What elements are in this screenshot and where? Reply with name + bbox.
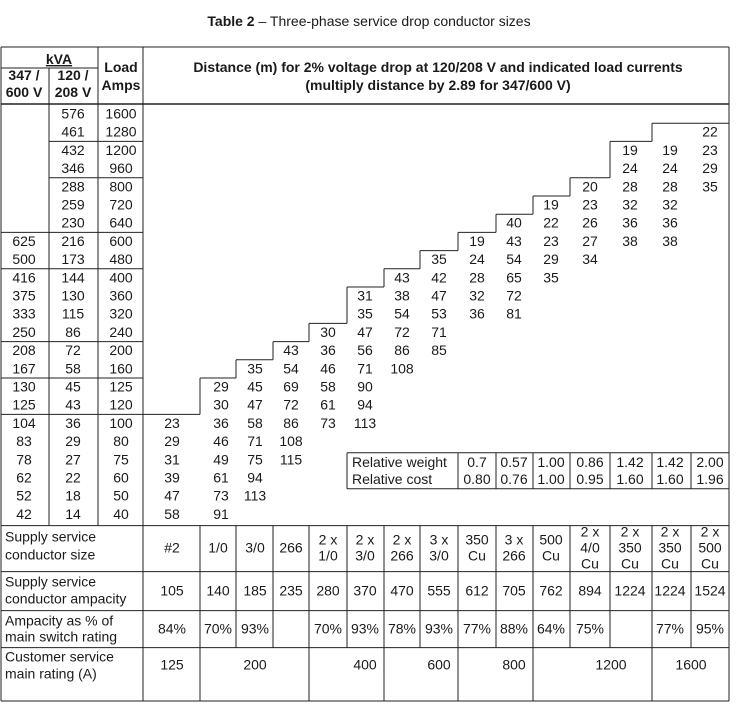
distance-cell: 85	[431, 342, 447, 359]
load-amps-cell: 125	[109, 378, 133, 395]
distance-cell: 35	[543, 269, 559, 286]
relative-cost-value: 0.76	[500, 470, 528, 487]
distance-cell: 86	[394, 342, 410, 359]
kva-120-cell: 461	[61, 123, 85, 140]
percent-cell: 93%	[350, 620, 380, 637]
ampacity-cell: 894	[578, 582, 602, 599]
ampacity-cell: 185	[243, 582, 267, 599]
percent-cell: 78%	[387, 620, 417, 637]
distance-cell: 108	[279, 433, 303, 450]
distance-cell: 65	[506, 269, 522, 286]
distance-cell: 61	[213, 469, 229, 486]
distance-cell: 58	[164, 505, 180, 522]
table-body	[5, 106, 726, 682]
conductor-size-cell: 350	[465, 531, 489, 548]
kva-347-cell: 625	[12, 232, 36, 249]
header-distance-line2: (multiply distance by 2.89 for 347/600 V)	[305, 77, 571, 93]
main-rating-cell: 200	[243, 656, 267, 673]
distance-cell: 35	[702, 178, 718, 195]
distance-cell: 19	[543, 196, 559, 213]
distance-cell: 28	[662, 178, 678, 195]
distance-cell: 43	[394, 269, 410, 286]
distance-cell: 75	[247, 451, 263, 468]
percent-cell: 70%	[203, 620, 233, 637]
relative-weight-value: 1.42	[616, 453, 644, 470]
relative-cost-value: 1.60	[616, 470, 644, 487]
relative-weight-value: 0.86	[576, 453, 604, 470]
caption-text: – Three-phase service drop conductor sizes	[254, 13, 531, 29]
distance-cell: 73	[320, 414, 336, 431]
distance-cell: 94	[247, 469, 263, 486]
ampacity-cell: 762	[539, 582, 563, 599]
kva-120-cell: 58	[65, 360, 81, 377]
percent-cell: 95%	[695, 620, 725, 637]
ampacity-label-line1: Supply service	[5, 573, 97, 590]
conductor-size-cell: Cu	[468, 547, 486, 564]
distance-cell: 39	[164, 469, 180, 486]
size-label-line1: Supply service	[5, 528, 97, 545]
header-load-line1: Load	[104, 59, 138, 75]
load-amps-cell: 240	[109, 323, 133, 340]
distance-cell: 27	[582, 232, 598, 249]
table-header	[6, 51, 683, 100]
percent-cell: 84%	[157, 620, 187, 637]
percent-cell: 64%	[536, 620, 566, 637]
main-label-line1: Customer service	[5, 648, 114, 665]
kva-120-cell: 130	[61, 287, 85, 304]
distance-cell: 24	[469, 251, 485, 268]
conductor-size-cell: 3 x	[429, 531, 449, 548]
kva-347-cell: 42	[16, 505, 32, 522]
distance-cell: 71	[247, 433, 263, 450]
kva-120-cell: 173	[61, 251, 85, 268]
conductor-size-cell: 2 x	[700, 523, 720, 540]
kva-347-cell: 250	[12, 323, 36, 340]
distance-cell: 94	[357, 396, 373, 413]
distance-cell: 43	[283, 342, 299, 359]
ampacity-cell: 1524	[694, 582, 726, 599]
caption-number: Table 2	[207, 13, 255, 29]
load-amps-cell: 360	[109, 287, 133, 304]
distance-cell: 34	[582, 251, 598, 268]
load-amps-cell: 320	[109, 305, 133, 322]
load-amps-cell: 80	[113, 433, 129, 450]
header-load-line2: Amps	[101, 77, 141, 93]
header-120-line1: 120 /	[57, 67, 89, 83]
relative-weight-value: 0.57	[500, 453, 528, 470]
conductor-size-cell: #2	[164, 539, 180, 556]
load-amps-cell: 800	[109, 178, 133, 195]
kva-120-cell: 216	[61, 232, 85, 249]
conductor-size-cell: 266	[502, 547, 526, 564]
distance-cell: 29	[164, 433, 180, 450]
distance-cell: 53	[431, 305, 447, 322]
kva-120-cell: 288	[61, 178, 85, 195]
header-distance-line1: Distance (m) for 2% voltage drop at 120/208 V and indicated load currents	[193, 59, 683, 75]
kva-347-cell: 375	[12, 287, 36, 304]
conductor-size-cell: 1/0	[208, 539, 228, 556]
distance-cell: 29	[213, 378, 229, 395]
ampacity-cell: 470	[390, 582, 414, 599]
distance-cell: 72	[394, 323, 410, 340]
distance-cell: 71	[357, 360, 373, 377]
load-amps-cell: 120	[109, 396, 133, 413]
distance-cell: 71	[431, 323, 447, 340]
load-amps-cell: 600	[109, 232, 133, 249]
distance-cell: 38	[622, 232, 638, 249]
load-amps-cell: 480	[109, 251, 133, 268]
header-120-line2: 208 V	[54, 84, 92, 100]
ampacity-label-line2: conductor ampacity	[5, 590, 127, 607]
distance-cell: 36	[469, 305, 485, 322]
relative-cost-value: 0.95	[576, 470, 604, 487]
distance-cell: 36	[320, 342, 336, 359]
kva-347-cell: 62	[16, 469, 32, 486]
distance-cell: 47	[431, 287, 447, 304]
distance-cell: 54	[283, 360, 299, 377]
kva-header: kVA	[45, 51, 73, 67]
distance-cell: 24	[662, 160, 678, 177]
distance-cell: 73	[213, 487, 229, 504]
conductor-size-cell: 2 x	[318, 531, 338, 548]
distance-cell: 31	[357, 287, 373, 304]
conductor-size-cell: 2 x	[355, 531, 375, 548]
conductor-size-cell: 2 x	[392, 531, 412, 548]
kva-120-cell: 346	[61, 160, 85, 177]
distance-cell: 54	[506, 251, 522, 268]
distance-cell: 28	[622, 178, 638, 195]
distance-cell: 61	[320, 396, 336, 413]
distance-cell: 90	[357, 378, 373, 395]
distance-cell: 69	[283, 378, 299, 395]
kva-347-cell: 416	[12, 269, 36, 286]
distance-cell: 45	[247, 378, 263, 395]
kva-347-cell: 83	[16, 433, 32, 450]
percent-cell: 93%	[240, 620, 270, 637]
distance-cell: 56	[357, 342, 373, 359]
distance-cell: 36	[622, 214, 638, 231]
kva-347-cell: 78	[16, 451, 32, 468]
distance-cell: 46	[320, 360, 336, 377]
relative-weight-value: 1.42	[656, 453, 684, 470]
distance-cell: 35	[247, 360, 263, 377]
distance-cell: 19	[469, 232, 485, 249]
distance-cell: 22	[702, 123, 718, 140]
relative-weight-value: 2.00	[696, 453, 724, 470]
conductor-size-cell: 4/0	[580, 539, 600, 556]
distance-cell: 43	[506, 232, 522, 249]
conductor-size-cell: 500	[539, 531, 563, 548]
ampacity-cell: 370	[353, 582, 377, 599]
main-rating-cell: 600	[427, 656, 451, 673]
kva-120-cell: 432	[61, 141, 85, 158]
kva-120-cell: 259	[61, 196, 85, 213]
distance-cell: 29	[543, 251, 559, 268]
kva-120-cell: 27	[65, 451, 81, 468]
percent-label-line2: main switch rating	[5, 628, 118, 645]
conductor-size-cell: 266	[279, 539, 303, 556]
distance-cell: 72	[506, 287, 522, 304]
main-rating-cell: 125	[160, 656, 184, 673]
ampacity-cell: 555	[427, 582, 451, 599]
relative-cost-value: 0.80	[463, 470, 491, 487]
distance-cell: 54	[394, 305, 410, 322]
distance-cell: 31	[164, 451, 180, 468]
kva-120-cell: 576	[61, 105, 85, 122]
kva-120-cell: 43	[65, 396, 81, 413]
distance-cell: 35	[357, 305, 373, 322]
main-rating-cell: 1600	[675, 656, 707, 673]
distance-cell: 113	[353, 414, 377, 431]
distance-cell: 20	[582, 178, 598, 195]
kva-347-cell: 52	[16, 487, 32, 504]
conductor-size-cell: 266	[390, 547, 414, 564]
distance-cell: 30	[213, 396, 229, 413]
conductor-size-cell: Cu	[701, 555, 719, 572]
relative-cost-value: 1.00	[537, 470, 565, 487]
load-amps-cell: 100	[109, 414, 133, 431]
distance-cell: 24	[622, 160, 638, 177]
load-amps-cell: 40	[113, 505, 129, 522]
kva-347-cell: 104	[12, 414, 36, 431]
load-amps-cell: 1200	[105, 141, 137, 158]
percent-cell: 88%	[499, 620, 529, 637]
conductor-size-cell: Cu	[581, 555, 599, 572]
percent-label-line1: Ampacity as % of	[5, 612, 114, 629]
main-rating-cell: 400	[353, 656, 377, 673]
main-rating-cell: 800	[502, 656, 526, 673]
ampacity-cell: 1224	[654, 582, 686, 599]
conductor-size-cell: Cu	[621, 555, 639, 572]
relative-cost-value: 1.60	[656, 470, 684, 487]
conductor-size-cell: Cu	[661, 555, 679, 572]
kva-120-cell: 45	[65, 378, 81, 395]
percent-cell: 77%	[655, 620, 685, 637]
kva-120-cell: 14	[65, 505, 81, 522]
kva-120-cell: 18	[65, 487, 81, 504]
kva-347-cell: 333	[12, 305, 36, 322]
load-amps-cell: 960	[109, 160, 133, 177]
kva-120-cell: 144	[61, 269, 85, 286]
distance-cell: 108	[390, 360, 414, 377]
distance-cell: 91	[213, 505, 229, 522]
relative-cost-value: 1.96	[696, 470, 724, 487]
distance-cell: 19	[622, 141, 638, 158]
distance-cell: 58	[247, 414, 263, 431]
distance-cell: 86	[283, 414, 299, 431]
main-label-line2: main rating (A)	[5, 665, 97, 682]
kva-120-cell: 72	[65, 342, 81, 359]
distance-cell: 38	[662, 232, 678, 249]
ampacity-cell: 1224	[614, 582, 646, 599]
kva-347-cell: 500	[12, 251, 36, 268]
kva-120-cell: 230	[61, 214, 85, 231]
conductor-size-cell: 1/0	[318, 547, 338, 564]
distance-cell: 32	[622, 196, 638, 213]
distance-cell: 47	[357, 323, 373, 340]
relative-weight-value: 1.00	[537, 453, 565, 470]
conductor-size-cell: 2 x	[620, 523, 640, 540]
load-amps-cell: 75	[113, 451, 129, 468]
ampacity-cell: 280	[316, 582, 340, 599]
load-amps-cell: 160	[109, 360, 133, 377]
distance-cell: 30	[320, 323, 336, 340]
kva-120-cell: 22	[65, 469, 81, 486]
kva-347-cell: 208	[12, 342, 36, 359]
distance-cell: 28	[469, 269, 485, 286]
conductor-size-cell: Cu	[542, 547, 560, 564]
distance-cell: 32	[662, 196, 678, 213]
size-label-line2: conductor size	[5, 546, 96, 563]
conductor-size-cell: 3 x	[504, 531, 524, 548]
distance-cell: 81	[506, 305, 522, 322]
percent-cell: 70%	[313, 620, 343, 637]
kva-347-cell: 167	[12, 360, 36, 377]
load-amps-cell: 200	[109, 342, 133, 359]
relative-weight-label: Relative weight	[352, 453, 447, 470]
load-amps-cell: 1600	[105, 105, 137, 122]
conductor-size-cell: 350	[658, 539, 682, 556]
distance-cell: 47	[247, 396, 263, 413]
distance-cell: 22	[543, 214, 559, 231]
distance-cell: 29	[702, 160, 718, 177]
distance-cell: 38	[394, 287, 410, 304]
conductor-size-cell: 3/0	[245, 539, 265, 556]
load-amps-cell: 400	[109, 269, 133, 286]
ampacity-cell: 105	[160, 582, 184, 599]
load-amps-cell: 50	[113, 487, 129, 504]
percent-cell: 77%	[462, 620, 492, 637]
conductor-size-cell: 3/0	[429, 547, 449, 564]
distance-cell: 26	[582, 214, 598, 231]
distance-cell: 40	[506, 214, 522, 231]
ampacity-cell: 612	[465, 582, 489, 599]
kva-347-cell: 125	[12, 396, 36, 413]
distance-cell: 36	[213, 414, 229, 431]
conductor-size-cell: 3/0	[355, 547, 375, 564]
percent-cell: 93%	[424, 620, 454, 637]
distance-cell: 46	[213, 433, 229, 450]
distance-cell: 42	[431, 269, 447, 286]
ampacity-cell: 235	[279, 582, 303, 599]
conductor-size-cell: 350	[618, 539, 642, 556]
load-amps-cell: 720	[109, 196, 133, 213]
load-amps-cell: 640	[109, 214, 133, 231]
relative-weight-value: 0.7	[467, 453, 487, 470]
ampacity-cell: 140	[206, 582, 230, 599]
distance-cell: 58	[320, 378, 336, 395]
distance-cell: 113	[243, 487, 267, 504]
distance-cell: 23	[702, 141, 718, 158]
load-amps-cell: 1280	[105, 123, 137, 140]
conductor-size-cell: 2 x	[580, 523, 600, 540]
kva-120-cell: 29	[65, 433, 81, 450]
distance-cell: 47	[164, 487, 180, 504]
ampacity-cell: 705	[502, 582, 526, 599]
kva-120-cell: 115	[61, 305, 85, 322]
distance-cell: 19	[662, 141, 678, 158]
distance-cell: 115	[279, 451, 303, 468]
relative-cost-label: Relative cost	[352, 470, 433, 487]
distance-cell: 32	[469, 287, 485, 304]
distance-cell: 23	[543, 232, 559, 249]
header-347-line1: 347 /	[8, 67, 40, 83]
distance-cell: 23	[164, 414, 180, 431]
percent-cell: 75%	[575, 620, 605, 637]
conductor-size-cell: 2 x	[660, 523, 680, 540]
distance-cell: 49	[213, 451, 229, 468]
header-347-line2: 600 V	[5, 84, 43, 100]
kva-120-cell: 86	[65, 323, 81, 340]
distance-cell: 35	[431, 251, 447, 268]
kva-347-cell: 130	[12, 378, 36, 395]
distance-cell: 23	[582, 196, 598, 213]
distance-cell: 72	[283, 396, 299, 413]
main-rating-cell: 1200	[595, 656, 627, 673]
distance-cell: 36	[662, 214, 678, 231]
load-amps-cell: 60	[113, 469, 129, 486]
conductor-size-cell: 500	[698, 539, 722, 556]
kva-120-cell: 36	[65, 414, 81, 431]
